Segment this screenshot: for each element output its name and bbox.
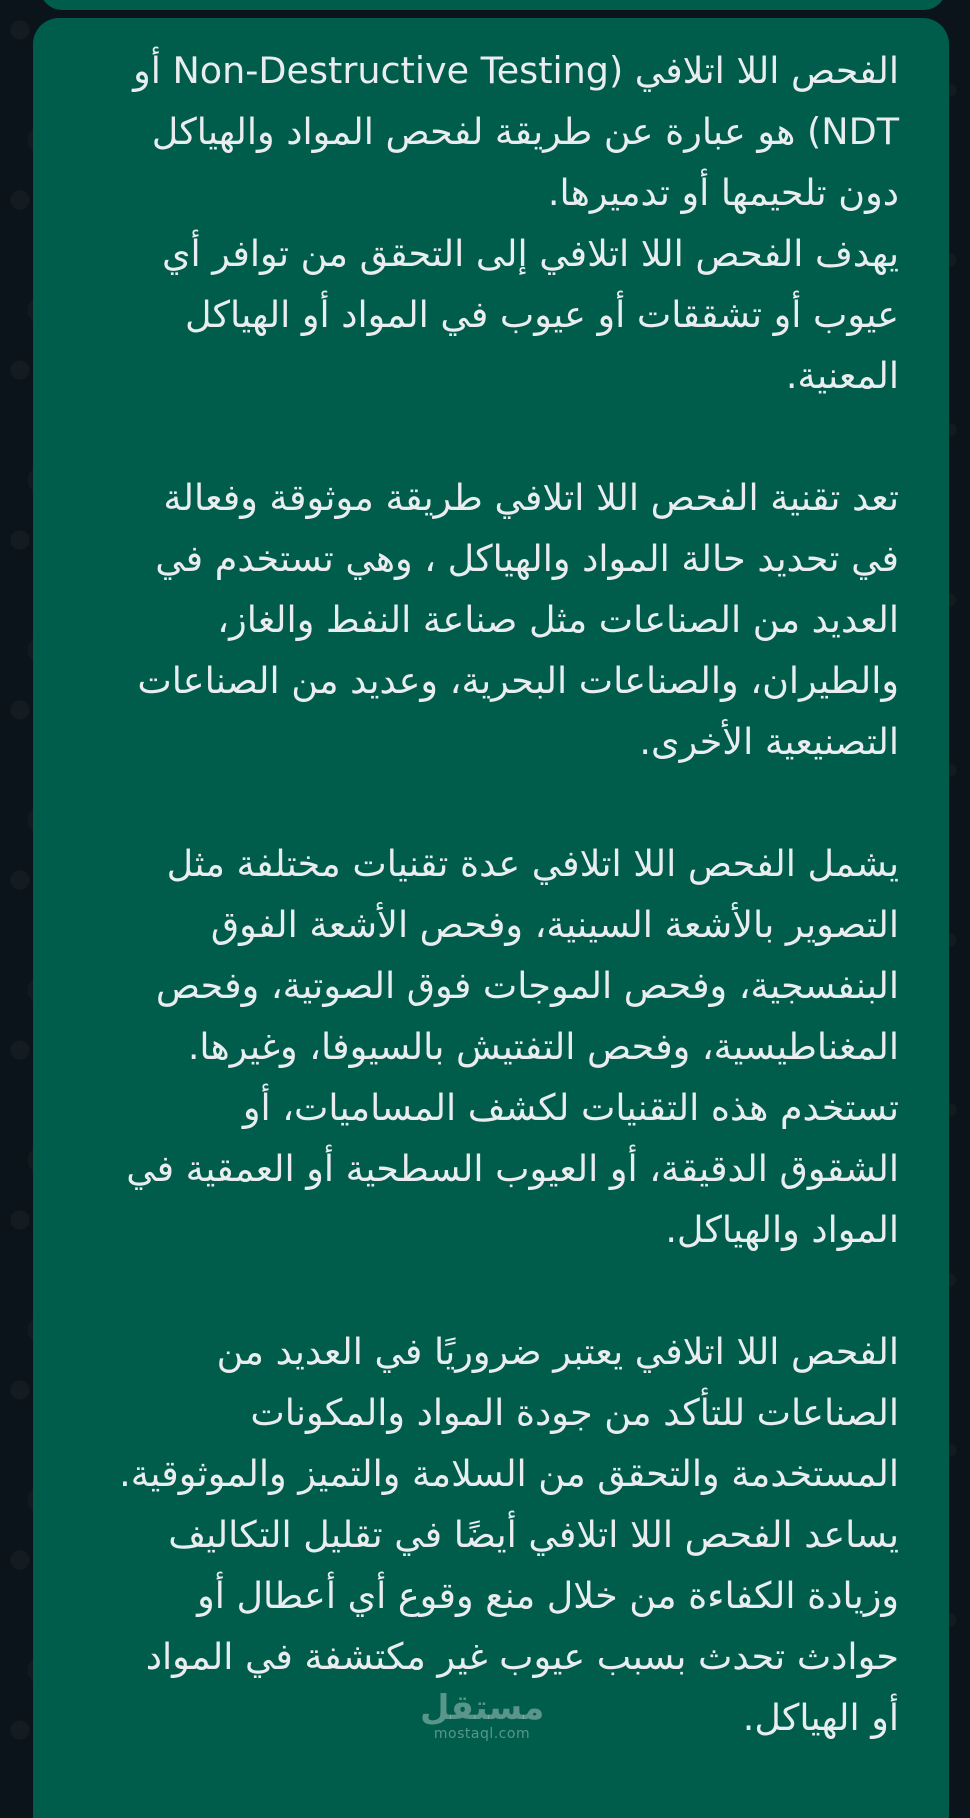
message-paragraph-3a: يشمل الفحص اللا اتلافي عدة تقنيات مختلفة مثل التصوير بالأشعة السينية، وفحص الأشعة الفوق البنفسجية، وفحص الموجات فوق الصوتية، وفحص المغناطيسية، وفحص التفتيش بالسيوفا، وغيرها. (155, 842, 899, 1068)
message-paragraph-3b: تستخدم هذه التقنيات لكشف المساميات، أو الشقوق الدقيقة، أو العيوب السطحية أو العمقية في المواد والهياكل. (126, 1086, 899, 1251)
message-paragraph-1a: الفحص اللا اتلافي (Non-Destructive Testing أو NDT) هو عبارة عن طريقة لفحص المواد والهياكل دون تلحيمها أو تدميرها. (133, 49, 899, 214)
message-text (117, 40, 899, 1748)
watermark-logo: مستقل (420, 1688, 545, 1728)
previous-message-bubble[interactable] (40, 0, 946, 10)
mostaql-watermark (420, 1690, 544, 1742)
message-paragraph-4a: الفحص اللا اتلافي يعتبر ضروريًا في العديد من الصناعات للتأكد من جودة المواد والمكونات المستخدمة والتحقق من السلامة والتميز والموثوقية. (119, 1330, 899, 1495)
paragraph-gap (117, 406, 899, 467)
message-paragraph-1b: يهدف الفحص اللا اتلافي إلى التحقق من توافر أي عيوب أو تشققات أو عيوب في المواد أو الهياكل المعنية. (161, 232, 899, 397)
message-paragraph-4b: يساعد الفحص اللا اتلافي أيضًا في تقليل التكاليف وزيادة الكفاءة من خلال منع وقوع أي أعطال أو حوادث تحدث بسبب عيوب غير مكتشفة في المواد أو الهياكل. (145, 1513, 899, 1739)
paragraph-gap (117, 772, 899, 833)
message-bubble[interactable] (33, 18, 949, 1818)
message-paragraph-2: تعد تقنية الفحص اللا اتلافي طريقة موثوقة وفعالة في تحديد حالة المواد والهياكل ، وهي تستخدم في العديد من الصناعات مثل صناعة النفط والغاز، والطيران، والصناعات البحرية، وعديد من الصناعات التصنيعية الأخرى. (137, 476, 899, 763)
paragraph-gap (117, 1260, 899, 1321)
watermark-url: mostaql.com (433, 1726, 531, 1742)
